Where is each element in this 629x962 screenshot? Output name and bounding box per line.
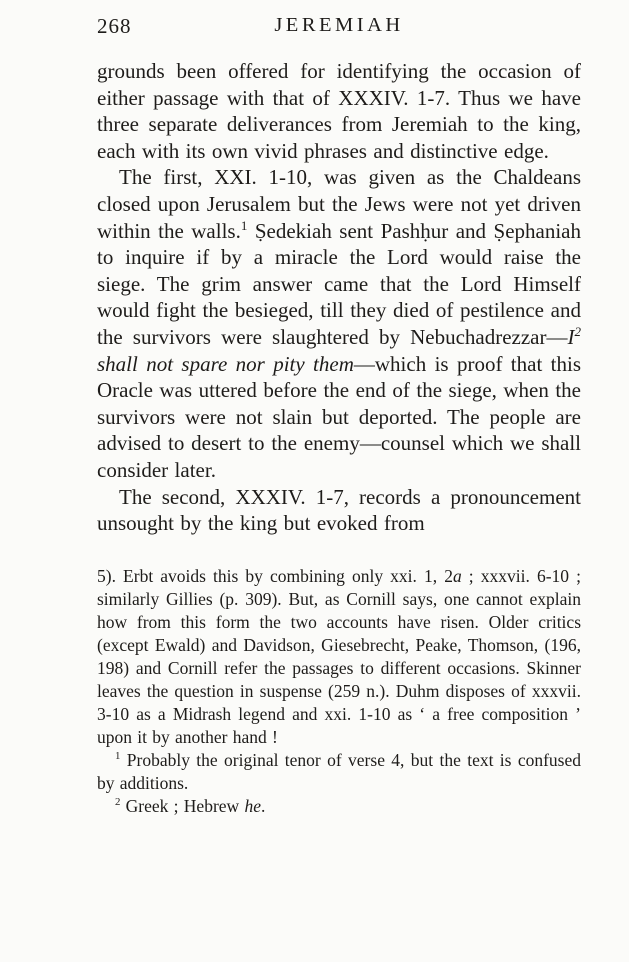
page-number: 268: [97, 14, 132, 38]
footnote-1: $^1$ Probably the original tenor of verse 4, but the text is confused by additions.: [97, 749, 581, 793]
paragraph-continuation: grounds been offered for identifying the occasion of either passage with that of XXXIV. 1-7. Thus we have three separate deliverances from Jeremiah to the king, each with its own vivid phrases and distinctive edge.: [97, 59, 581, 163]
body-text: [97, 58, 581, 537]
footnote-continuation: 5). Erbt avoids this by combining only xxi. 1, 2a ; xxxvii. 6-10 ; similarly Gillies (p. 309). But, as Cornill says, one cannot explain how from this form the two accounts have risen. Older critics (except Ewald) and Davidson, Giesebrecht, Peake, Thomson, (196, 198) and Cornill refer the passages to different occasions. Skinner leaves the question in suspense (259 n.). Duhm disposes of xxxvii. 3-10 as a Midrash legend and xxi. 1-10 as ‘ a free composition ’ upon it by another hand !: [97, 565, 581, 747]
paragraph-second-oracle: The second, XXXIV. 1-7, records a pronouncement unsought by the king but evoked from: [97, 484, 581, 536]
footnote-2: $^2$ Greek ; Hebrew he.: [115, 795, 266, 816]
paragraph-first-oracle: The first, XXI. 1-10, was given as the Chaldeans closed upon Jerusalem but the Jews were not yet driven within the walls.$^1$ Ṣedekiah sent Pashḥur and Ṣephaniah to inquire if by a miracle the Lord would raise the siege. The grim answer came that the Lord Himself would fight the besieged, till they died of pestilence and the survivors were slaughtered by Nebuchadrezzar—I$^2$ shall not spare nor pity them—which is proof that this Oracle was uttered before the end of the siege, when the survivors were not slain but deported. The people are advised to desert to the enemy—counsel which we shall consider later.: [97, 165, 582, 482]
page-header: [97, 14, 581, 42]
running-title: JEREMIAH: [274, 14, 404, 36]
footnotes-block: [97, 565, 581, 818]
